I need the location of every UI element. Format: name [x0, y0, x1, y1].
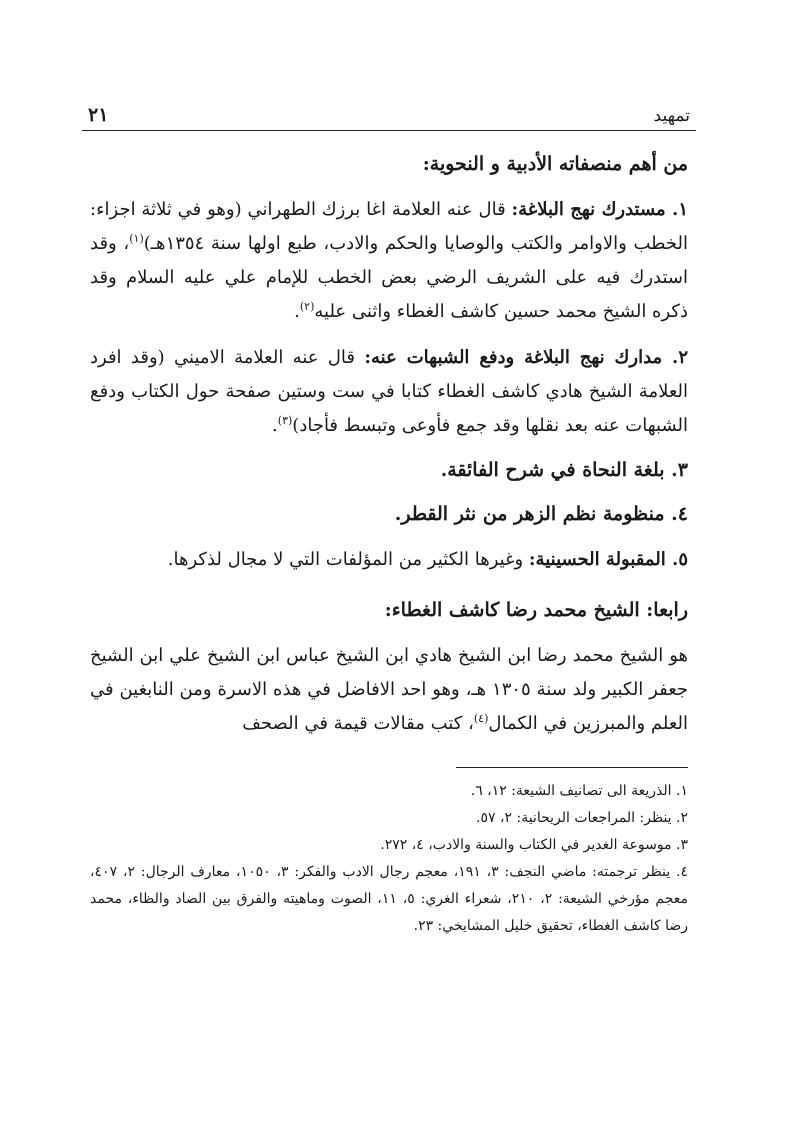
item-1-title: ١. مستدرك نهج البلاغة: — [511, 199, 688, 220]
item-5-text: وغيرها الكثير من المؤلفات التي لا مجال لذكرها. — [167, 549, 529, 570]
footnote-mark-4: (٤) — [473, 712, 489, 725]
footnote-divider — [456, 767, 688, 768]
list-item-3: ٣. بلغة النحاة في شرح الفائقة. — [440, 459, 688, 481]
footnote-mark-1: (١) — [129, 232, 144, 245]
item-2-title: ٢. مدارك نهج البلاغة ودفع الشبهات عنه: — [364, 347, 688, 368]
running-title: تمهيد — [653, 106, 690, 126]
footnote-mark-3: (٣) — [277, 414, 293, 427]
list-item-1 — [90, 193, 688, 329]
running-header — [82, 96, 696, 131]
item-2-text-b: . — [272, 415, 278, 436]
footnotes — [90, 778, 688, 940]
item-1-text-b: ، وقد استدرك فيه على الشريف الرضي بعض الخطب للإمام علي عليه السلام وقد ذكره الشيخ محمد حسين كاشف الغطاء واثنى عليه — [90, 233, 688, 322]
bio-text-a: هو الشيخ محمد رضا ابن الشيخ هادي ابن الشيخ عباس ابن الشيخ علي ابن الشيخ جعفر الكبير ولد سنة ١٣٠٥ هـ، وهو احد الافاضل في هذه الاسرة ومن النابغين في العلم والمبرزين في الكمال — [90, 645, 689, 734]
list-item-5 — [90, 543, 688, 577]
footnote-mark-2: (٢) — [299, 300, 315, 313]
footnote-2: ٢. ينظر: المراجعات الريحانية: ٢، ٥٧. — [476, 810, 688, 826]
footnote-1: ١. الذريعة الى تصانيف الشيعة: ١٢، ٦. — [470, 783, 688, 799]
book-page — [82, 96, 696, 940]
bio-paragraph — [90, 639, 688, 741]
item-1-text-c: . — [294, 301, 300, 322]
subsection-heading: رابعا: الشيخ محمد رضا كاشف الغطاء: — [384, 599, 688, 621]
footnote-4: ٤. ينظر ترجمته: ماضي النجف: ٣، ١٩١، معجم رجال الادب والفكر: ٣، ١٠٥٠، معارف الرجال: ٢، ٤٠٧، معجم مؤرخي الشيعة: ٢، ٢١٠، شعراء الغري: ٥، ١١، الصوت وماهيته والفرق بين الضاد والظاء، محمد رضا كاشف الغطاء، تحقيق خليل المشايخي: ٢٣. — [90, 864, 689, 934]
item-2-text-a: قال عنه العلامة الاميني (وقد افرد العلامة الشيخ هادي كاشف الغطاء كتابا في ست وستين صفحة حول الكتاب ودفع الشبهات عنه بعد نقلها وقد جمع فأوعى وتبسط فأجاد) — [90, 347, 688, 436]
item-1-text-a: قال عنه العلامة اغا برزك الطهراني (وهو في ثلاثة اجزاء: الخطب والاوامر والكتب والوصايا والحكم والادب، طبع اولها سنة ١٣٥٤هـ) — [90, 199, 689, 254]
main-text — [82, 149, 696, 940]
list-item-2 — [90, 341, 688, 443]
page-number: ٢١ — [88, 104, 109, 126]
item-5-title: ٥. المقبولة الحسينية: — [528, 549, 688, 570]
list-item-4: ٤. منظومة نظم الزهر من نثر القطر. — [394, 503, 688, 525]
footnote-3: ٣. موسوعة الغدير في الكتاب والسنة والادب، ٤، ٢٧٢. — [380, 837, 688, 853]
section-heading: من أهم منصفاته الأدبية و النحوية: — [422, 153, 688, 175]
bio-text-b: ، كتب مقالات قيمة في الصحف — [242, 713, 474, 734]
